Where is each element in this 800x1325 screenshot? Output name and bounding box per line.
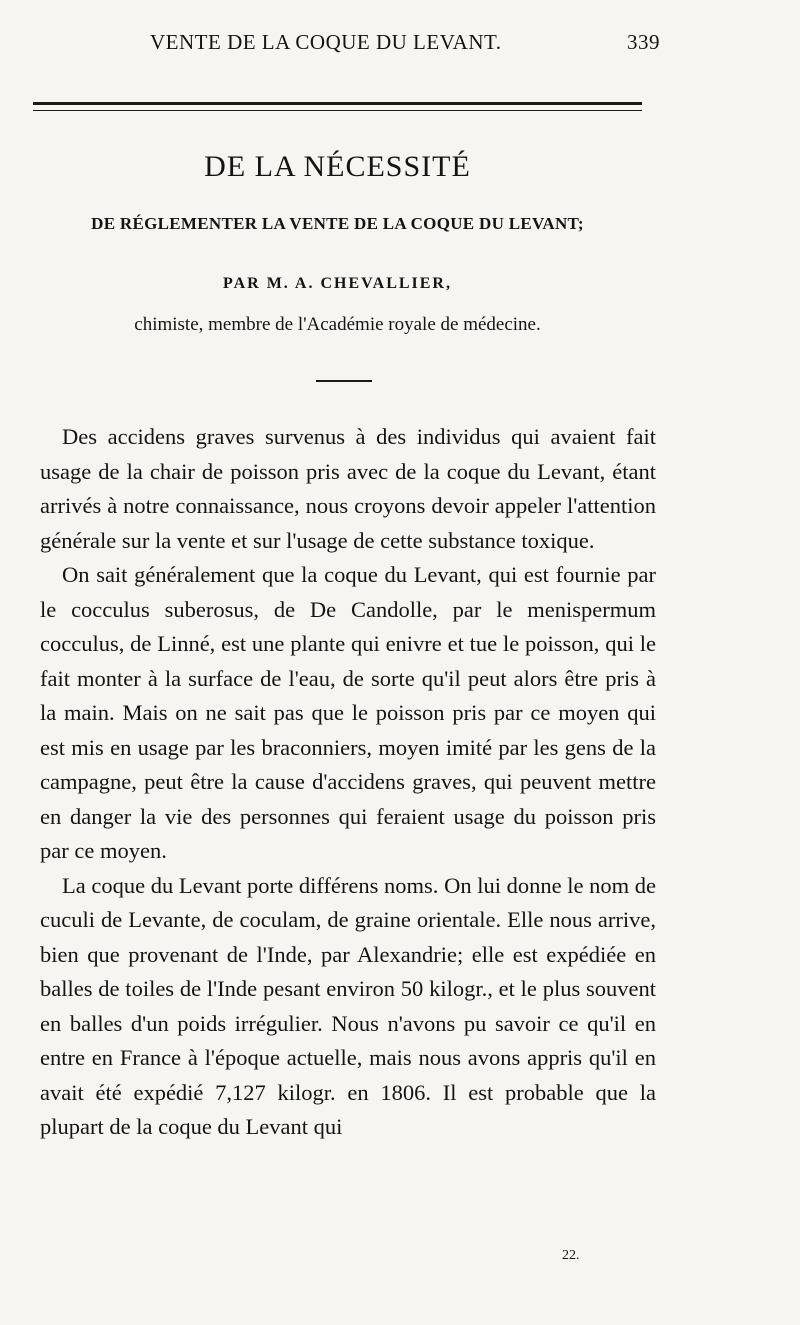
paragraph: Des accidens graves survenus à des individus qui avaient fait usage de la chair de poisson pris avec de la coque du Levant, étant arrivés à notre connaissance, nous croyons devoir appeler l'attention générale sur la vente et sur l'usage de cette substance toxique. (40, 424, 656, 553)
article-body (40, 420, 656, 1145)
article-author: PAR M. A. CHEVALLIER, (223, 275, 452, 292)
running-head-title: VENTE DE LA COQUE DU LEVANT. (150, 30, 502, 54)
paragraph: La coque du Levant porte différens noms. On lui donne le nom de cuculi de Levante, de coculam, de graine orientale. Elle nous arrive, bien que provenant de l'Inde, par Alexandrie; elle est expédiée en balles de toiles de l'Inde pesant environ 50 kilogr., et le plus souvent en balles d'un poids irrégulier. Nous n'avons pu savoir ce qu'il en entre en France à l'époque actuelle, mais nous avons appris qu'il en avait été expédié 7,127 kilogr. en 1806. Il est probable que la plupart de la coque du Levant qui (40, 872, 656, 1139)
paragraph: On sait généralement que la coque du Levant, qui est fournie par le cocculus suberosus, de De Candolle, par le menispermum cocculus, de Linné, est une plante qui enivre et tue le poisson, qui le fait monter à la surface de l'eau, de sorte qu'il peut alors être pris à la main. Mais on ne sait pas que le poisson pris par ce moyen qui est mis en usage par les braconniers, moyen imité par les gens de la campagne, peut être la cause d'accidens graves, qui peuvent mettre en danger la vie des personnes qui feraient usage du poisson pris par ce moyen. (40, 562, 656, 863)
section-divider (316, 380, 372, 382)
article-title: DE LA NÉCESSITÉ (204, 150, 471, 183)
article-subtitle: DE RÉGLEMENTER LA VENTE DE LA COQUE DU LEVANT; (91, 214, 584, 233)
author-affiliation: chimiste, membre de l'Académie royale de médecine. (134, 314, 541, 335)
signature-mark: 22. (562, 1248, 580, 1263)
header-rule-thin (33, 110, 642, 111)
header-rule-thick (33, 102, 642, 105)
page-number: 339 (627, 30, 660, 54)
